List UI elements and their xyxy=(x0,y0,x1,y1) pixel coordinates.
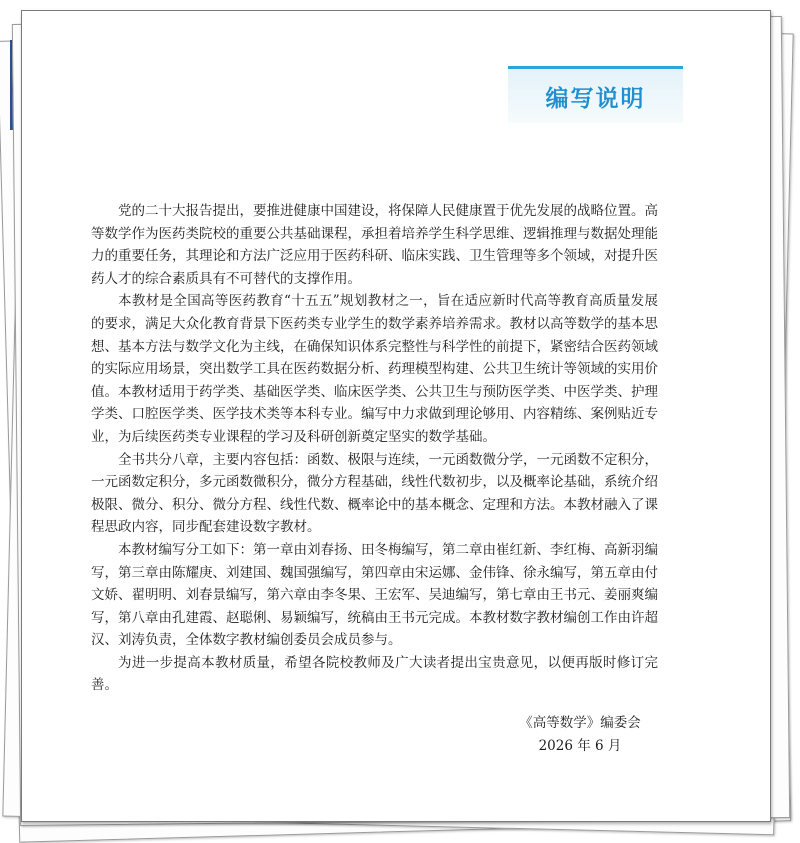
signature-date: 2026 年 6 月 xyxy=(538,737,622,754)
paragraph: 全书共分八章，主要内容包括：函数、极限与连续，一元函数微分学，一元函数不定积分，一元函数定积分，多元函数微积分，微分方程基础，线性代数初步，以及概率论基础，系统介绍极限、微分、积分、微分方程、线性代数、概率论中的基本概念、定理和方法。本教材融入了课程思政内容，同步配套建设数字教材。 xyxy=(91,451,658,536)
page-heading: 编写说明 xyxy=(545,85,646,112)
preface-body xyxy=(91,200,658,697)
signature-committee: 《高等数学》编委会 xyxy=(519,715,641,731)
paragraph: 本教材编写分工如下：第一章由刘春扬、田冬梅编写，第二章由崔红新、李红梅、高新羽编写，第三章由陈耀庚、刘建国、魏国强编写，第四章由宋运娜、金伟锋、徐永编写，第五章由付文娇、翟明明、刘春景编写，第六章由李冬果、王宏军、吴迪编写，第七章由王书元、姜丽爽编写，第八章由孔建霞、赵聪俐、易颖编写，统稿由王书元完成。本教材数字教材编创工作由许超汉、刘涛负责，全体数字教材编创委员会成员参与。 xyxy=(91,541,658,649)
signature-block xyxy=(440,712,720,757)
paragraph: 党的二十大报告提出，要推进健康中国建设，将保障人民健康置于优先发展的战略位置。高等数学作为医药类院校的重要公共基础课程，承担着培养学生科学思维、逻辑推理与数据处理能力的重要任务，其理论和方法广泛应用于医药科研、临床实践、卫生管理等多个领域，对提升医药人才的综合素质具有不可替代的支撑作用。 xyxy=(91,203,658,287)
heading-box xyxy=(508,66,683,123)
paragraph: 为进一步提高本教材质量，希望各院校教师及广大读者提出宝贵意见，以便再版时修订完善。 xyxy=(91,654,658,694)
paragraph: 本教材是全国高等医药教育“十五五”规划教材之一，旨在适应新时代高等教育高质量发展的要求，满足大众化教育背景下医药类专业学生的数学素养培养需求。教材以高等数学的基本思想、基本方法与数学文化为主线，在确保知识体系完整性与科学性的前提下，紧密结合医药领域的实际应用场景，突出数学工具在医药数据分析、药理模型构建、公共卫生统计等领域的实用价值。本教材适用于药学类、基础医学类、临床医学类、公共卫生与预防医学类、中医学类、护理学类、口腔医学类、医学技术类等本科专业。编写中力求做到理论够用、内容精练、案例贴近专业，为后续医药类专业课程的学习及科研创新奠定坚实的数学基础。 xyxy=(91,293,658,445)
